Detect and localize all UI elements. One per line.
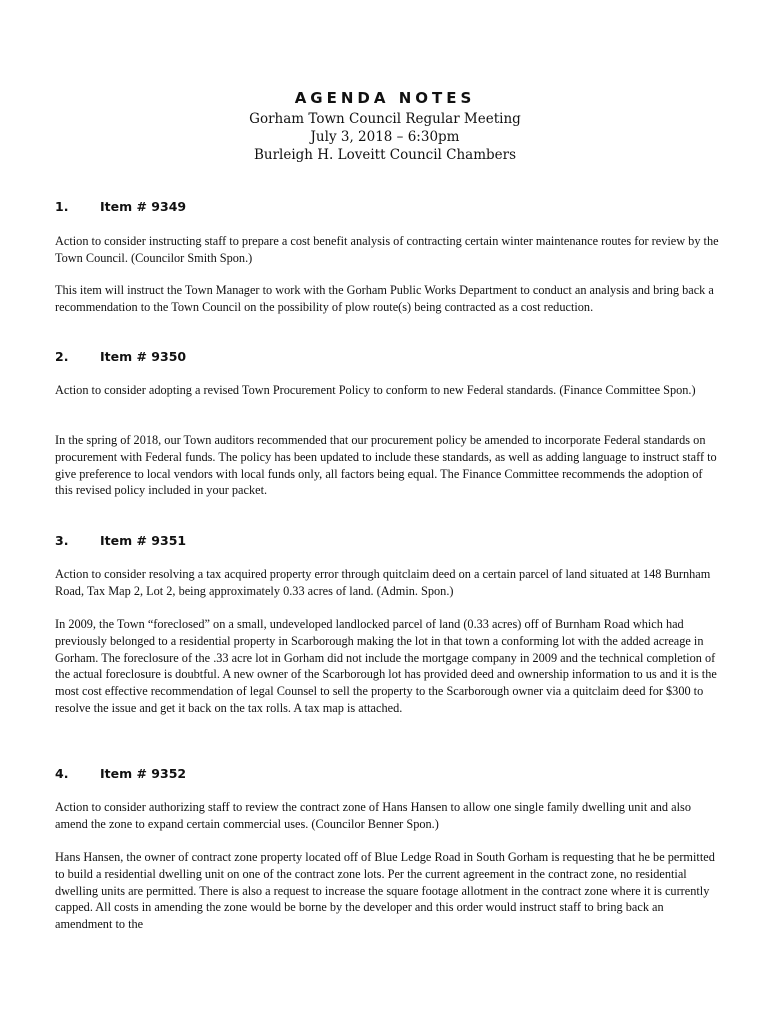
item-label: Item # 9349 — [100, 199, 187, 214]
item-label: Item # 9352 — [100, 766, 187, 781]
meeting-name: Gorham Town Council Regular Meeting — [249, 111, 521, 127]
meeting-date: July 3, 2018 – 6:30pm — [310, 129, 460, 145]
item-action: Action to consider resolving a tax acquired property error through quitclaim deed on a certain parcel of land situated at 148 Burnham Road, Tax Map 2, Lot 2, being approximately 0.33 acres of land. (Admin. Spon.) — [55, 567, 711, 598]
item-description: In 2009, the Town “foreclosed” on a small, undeveloped landlocked parcel of land (0.33 acres) off of Burnham Road which had previously belonged to a residential property in Scarborough making the lot in that town a conforming lot with the added acreage in Gorham. The foreclosure of the .33 acre lot in Gorham did not include the mortgage company in 2009 and the technical completion of the actual foreclosure is doubtful. A new owner of the Scarborough lot has provided deed and ownership information to us and it is the most cost effective recommendation of legal Counsel to sell the property to the Scarborough owner via a quitclaim deed for $300 to resolve the issue and get it back on the tax rolls. A tax map is attached. — [55, 617, 717, 715]
item-action: Action to consider adopting a revised Town Procurement Policy to conform to new Federal standards. (Finance Committee Spon.) — [55, 383, 696, 397]
item-label: Item # 9350 — [100, 349, 187, 364]
item-heading — [55, 199, 186, 214]
document-title: AGENDA NOTES — [294, 89, 476, 107]
item-number: 2. — [55, 349, 69, 364]
item-heading — [55, 349, 186, 364]
item-heading — [55, 533, 186, 548]
item-description: Hans Hansen, the owner of contract zone property located off of Blue Ledge Road in South Gorham is requesting that he be permitted to build a residential dwelling unit on one of the contract zone lots. Per the current agreement in the contract zone, no residential dwelling units are permitted. There is also a request to increase the square footage allotment in the contract zone where it is currently capped. All costs in amending the zone would be borne by the developer and this order would instruct staff to bring back an amendment to the — [55, 850, 715, 932]
item-number: 1. — [55, 199, 69, 214]
meeting-location: Burleigh H. Loveitt Council Chambers — [253, 147, 517, 163]
item-number: 3. — [55, 533, 69, 548]
item-description: In the spring of 2018, our Town auditors recommended that our procurement policy be amended to incorporate Federal standards on procurement with Federal funds. The policy has been updated to include these standards, as well as adding language to instruct staff to give preference to local vendors with local funds only, all factors being equal. The Finance Committee recommends the adoption of this revised policy included in your packet. — [55, 433, 717, 498]
item-action: Action to consider instructing staff to prepare a cost benefit analysis of contracting certain winter maintenance routes for review by the Town Council. (Councilor Smith Spon.) — [55, 234, 719, 265]
item-heading — [55, 766, 186, 781]
item-action: Action to consider authorizing staff to review the contract zone of Hans Hansen to allow one single family dwelling unit and also amend the zone to expand certain commercial uses. (Councilor Benner Spon.) — [55, 800, 691, 831]
item-description: This item will instruct the Town Manager to work with the Gorham Public Works Department to conduct an analysis and bring back a recommendation to the Town Council on the possibility of plow route(s) being contracted as a cost reduction. — [55, 283, 714, 314]
item-number: 4. — [55, 766, 69, 781]
item-label: Item # 9351 — [100, 533, 187, 548]
